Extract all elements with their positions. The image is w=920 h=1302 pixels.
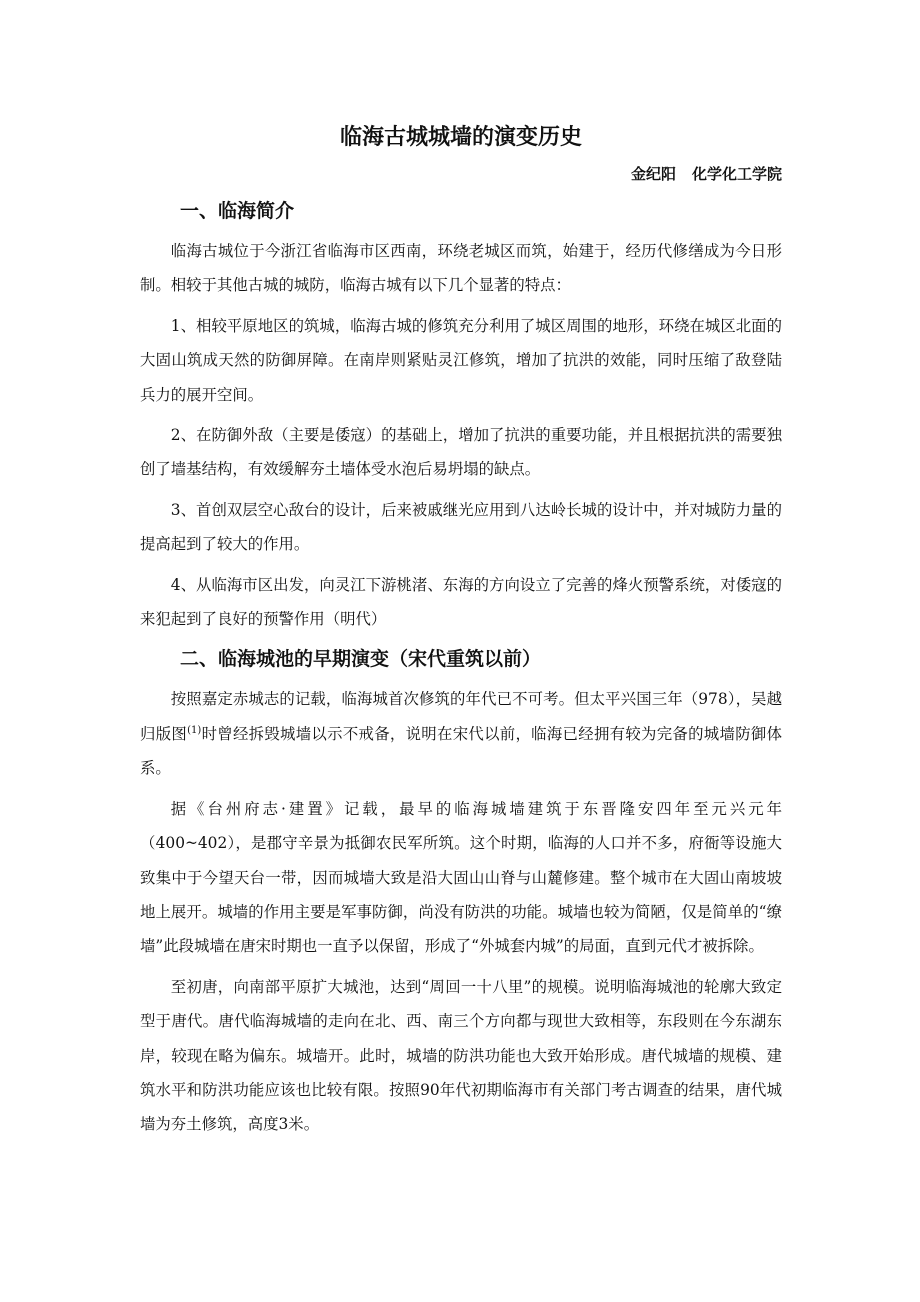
paragraph: 1、相较平原地区的筑城，临海古城的修筑充分利用了城区周围的地形，环绕在城区北面的大固山筑成天然的防御屏障。在南岸则紧贴灵江修筑，增加了抗洪的效能，同时压缩了敌登陆兵力的展开空间。 xyxy=(140,316,782,404)
paragraph xyxy=(140,682,782,785)
author-affiliation: 化学化工学院 xyxy=(691,165,782,183)
paragraph: 4、从临海市区出发，向灵江下游桃渚、东海的方向设立了完善的烽火预警系统，对倭寇的来犯起到了良好的预警作用（明代） xyxy=(140,575,782,629)
document-title: 临海古城城墙的演变历史 xyxy=(339,124,582,150)
author-name: 金纪阳 xyxy=(630,165,676,183)
paragraph: 临海古城位于今浙江省临海市区西南，环绕老城区而筑，始建于，经历代修缮成为今日形制。相较于其他古城的城防，临海古城有以下几个显著的特点： xyxy=(140,242,782,295)
paragraph-text: 时曾经拆毁城墙以示不戒备，说明在宋代以前，临海已经拥有较为完备的城墙防御体系。 xyxy=(140,724,782,778)
document-page xyxy=(140,118,782,1148)
section-heading-2: 二、临海城池的早期演变（宋代重筑以前） xyxy=(180,648,542,671)
paragraph-text: 按照嘉定赤城志的记载，临海城首次修筑的年代已不可考。但太平兴国三年（978），吴越归版图 xyxy=(140,690,782,743)
paragraph: 据《台州府志·建置》记载，最早的临海城墙建筑于东晋隆安四年至元兴元年（400~402），是郡守辛景为抵御农民军所筑。这个时期，临海的人口并不多，府衙等设施大致集中于今望天台一带，因而城墙大致是沿大固山山脊与山麓修建。整个城市在大固山南坡坡地上展开。城墙的作用主要是军事防御，尚没有防洪的功能。城墙也较为简陋，仅是简单的“缭墙”此段城墙在唐宋时期也一直予以保留，形成了“外城套内城”的局面，直到元代才被拆除。 xyxy=(140,799,782,956)
footnote-ref: (1) xyxy=(187,724,202,736)
paragraph: 3、首创双层空心敌台的设计，后来被戚继光应用到八达岭长城的设计中，并对城防力量的提高起到了较大的作用。 xyxy=(140,500,782,554)
paragraph: 2、在防御外敌（主要是倭寇）的基础上，增加了抗洪的重要功能，并且根据抗洪的需要独创了墙基结构，有效缓解夯土墙体受水泡后易坍塌的缺点。 xyxy=(140,426,782,479)
author-line xyxy=(140,160,782,188)
paragraph: 至初唐，向南部平原扩大城池，达到“周回一十八里”的规模。说明临海城池的轮廓大致定型于唐代。唐代临海城墙的走向在北、西、南三个方向都与现世大致相等，东段则在今东湖东岸，较现在略为偏东。城墙开。此时，城墙的防洪功能也大致开始形成。唐代城墙的规模、建筑水平和防洪功能应该也比较有限。按照90年代初期临海市有关部门考古调查的结果，唐代城墙为夯土修筑，高度3米。 xyxy=(140,977,782,1134)
section-heading-1: 一、临海简介 xyxy=(180,200,295,222)
